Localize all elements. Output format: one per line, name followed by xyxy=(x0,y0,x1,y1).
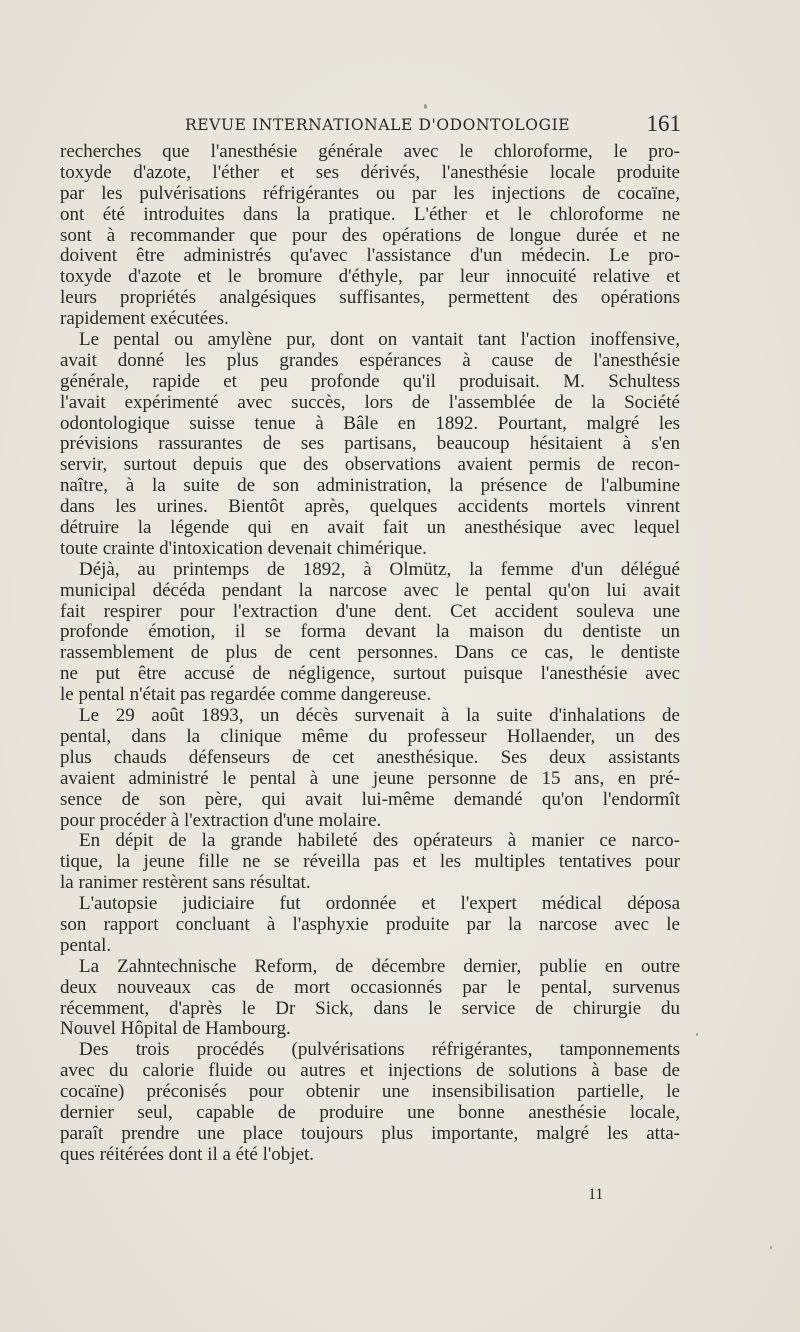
text-line: pental, dans la clinique même du professeur Hollaender, un des xyxy=(60,725,680,747)
text-line: avec du calorie fluide ou autres et injections de solutions à base de xyxy=(60,1060,680,1082)
text-line: avait donné les plus grandes espérances à cause de l'anesthésie xyxy=(60,349,680,371)
text-line: pental. xyxy=(60,934,112,956)
text-line: L'autopsie judiciaire fut ordonnée et l'expert médical déposa xyxy=(79,893,680,915)
text-line: toxyde d'azote et le bromure d'éthyle, par leur innocuité relative et xyxy=(60,266,680,288)
text-line: dernier seul, capable de produire une bonne anesthésie locale, xyxy=(60,1101,680,1123)
text-line: naître, à la suite de son administration, la présence de l'albumine xyxy=(60,475,680,497)
text-line: le pental n'était pas regardée comme dangereuse. xyxy=(60,684,432,706)
text-line: toute crainte d'intoxication devenait chimérique. xyxy=(60,537,427,559)
text-line: générale, rapide et peu profonde qu'il produisait. M. Schultess xyxy=(60,370,680,392)
text-line: deux nouveaux cas de mort occasionnés par le pental, survenus xyxy=(60,976,680,998)
text-line: prévisions rassurantes de ses partisans, beaucoup hésitaient à s'en xyxy=(60,433,680,455)
text-line: Déjà, au printemps de 1892, à Olmütz, la femme d'un délégué xyxy=(79,558,680,580)
paragraph xyxy=(60,706,680,831)
text-line: rassemblement de plus de cent personnes. Dans ce cas, le dentiste xyxy=(60,642,680,664)
text-line: municipal décéda pendant la narcose avec le pental qu'on lui avait xyxy=(60,579,680,601)
paper-speck xyxy=(770,1246,772,1249)
text-line: récemment, d'après le Dr Sick, dans le service de chirurgie du xyxy=(60,997,680,1019)
page-number: 161 xyxy=(646,111,681,136)
text-line: Nouvel Hôpital de Hambourg. xyxy=(60,1018,291,1040)
text-line: cocaïne) préconisés pour obtenir une insensibilisation partielle, le xyxy=(60,1081,680,1103)
paragraph xyxy=(60,831,680,894)
text-line: Le pental ou amylène pur, dont on vantait tant l'action inoffensive, xyxy=(79,329,680,351)
text-line: ont été introduites dans la pratique. L'éther et le chloroforme ne xyxy=(60,203,680,225)
text-line: tique, la jeune fille ne se réveilla pas et les multiples tentatives pour xyxy=(60,851,680,873)
text-line: ne put être accusé de négligence, surtout puisque l'anesthésie avec xyxy=(60,663,680,685)
running-title: REVUE INTERNATIONALE D'ODONTOLOGIE xyxy=(185,116,571,134)
text-line: sence de son père, qui avait lui-même demandé qu'on l'endormît xyxy=(60,788,680,810)
body-text xyxy=(60,142,680,1166)
paragraph xyxy=(60,330,680,560)
text-line: son rapport concluant à l'asphyxie produite par la narcose avec le xyxy=(60,913,680,935)
text-line: détruire la légende qui en avait fait un anesthésique avec lequel xyxy=(60,517,680,539)
text-line: sont à recommander que pour des opérations de longue durée et ne xyxy=(60,224,680,246)
paper-speck xyxy=(696,1033,698,1036)
text-line: pour procéder à l'extraction d'une molaire. xyxy=(60,809,382,831)
text-line: dans les urines. Bientôt après, quelques accidents mortels vinrent xyxy=(60,496,680,518)
text-line: avaient administré le pental à une jeune personne de 15 ans, en pré- xyxy=(60,767,680,789)
text-line: leurs propriétés analgésiques suffisantes, permettent des opérations xyxy=(60,287,680,309)
text-line: profonde émotion, il se forma devant la maison du dentiste un xyxy=(60,621,680,643)
text-line: l'avait expérimenté avec succès, lors de l'assemblée de la Société xyxy=(60,391,680,413)
paragraph xyxy=(60,560,680,706)
paragraph xyxy=(60,894,680,957)
text-line: ques réitérées dont il a été l'objet. xyxy=(60,1143,315,1165)
signature-mark: 11 xyxy=(588,1186,604,1203)
paper-speck xyxy=(424,104,427,109)
text-line: odontologique suisse tenue à Bâle en 1892. Pourtant, malgré les xyxy=(60,412,680,434)
text-line: rapidement exécutées. xyxy=(60,308,229,330)
text-line: En dépit de la grande habileté des opérateurs à manier ce narco- xyxy=(79,830,680,852)
page-header xyxy=(185,113,681,139)
text-line: servir, surtout depuis que des observations avaient permis de recon- xyxy=(60,454,680,476)
text-line: recherches que l'anesthésie générale avec le chloroforme, le pro- xyxy=(60,141,680,162)
text-line: la ranimer restèrent sans résultat. xyxy=(60,872,311,894)
paragraph xyxy=(60,1040,680,1165)
text-line: toxyde d'azote, l'éther et ses dérivés, l'anesthésie locale produite xyxy=(60,161,680,183)
text-line: par les pulvérisations réfrigérantes ou par les injections de cocaïne, xyxy=(60,182,680,204)
text-line: doivent être administrés qu'avec l'assistance d'un médecin. Le pro- xyxy=(60,245,680,267)
paragraph xyxy=(60,957,680,1041)
text-line: fait respirer pour l'extraction d'une dent. Cet accident souleva une xyxy=(60,600,680,622)
text-line: La Zahntechnische Reform, de décembre dernier, publie en outre xyxy=(79,955,680,977)
text-line: plus chauds défenseurs de cet anesthésique. Ses deux assistants xyxy=(60,746,680,768)
text-line: Le 29 août 1893, un décès survenait à la suite d'inhalations de xyxy=(79,705,680,727)
text-line: Des trois procédés (pulvérisations réfrigérantes, tamponnements xyxy=(79,1039,680,1061)
text-line: paraît prendre une place toujours plus importante, malgré les atta- xyxy=(60,1122,680,1144)
paragraph xyxy=(60,142,680,330)
